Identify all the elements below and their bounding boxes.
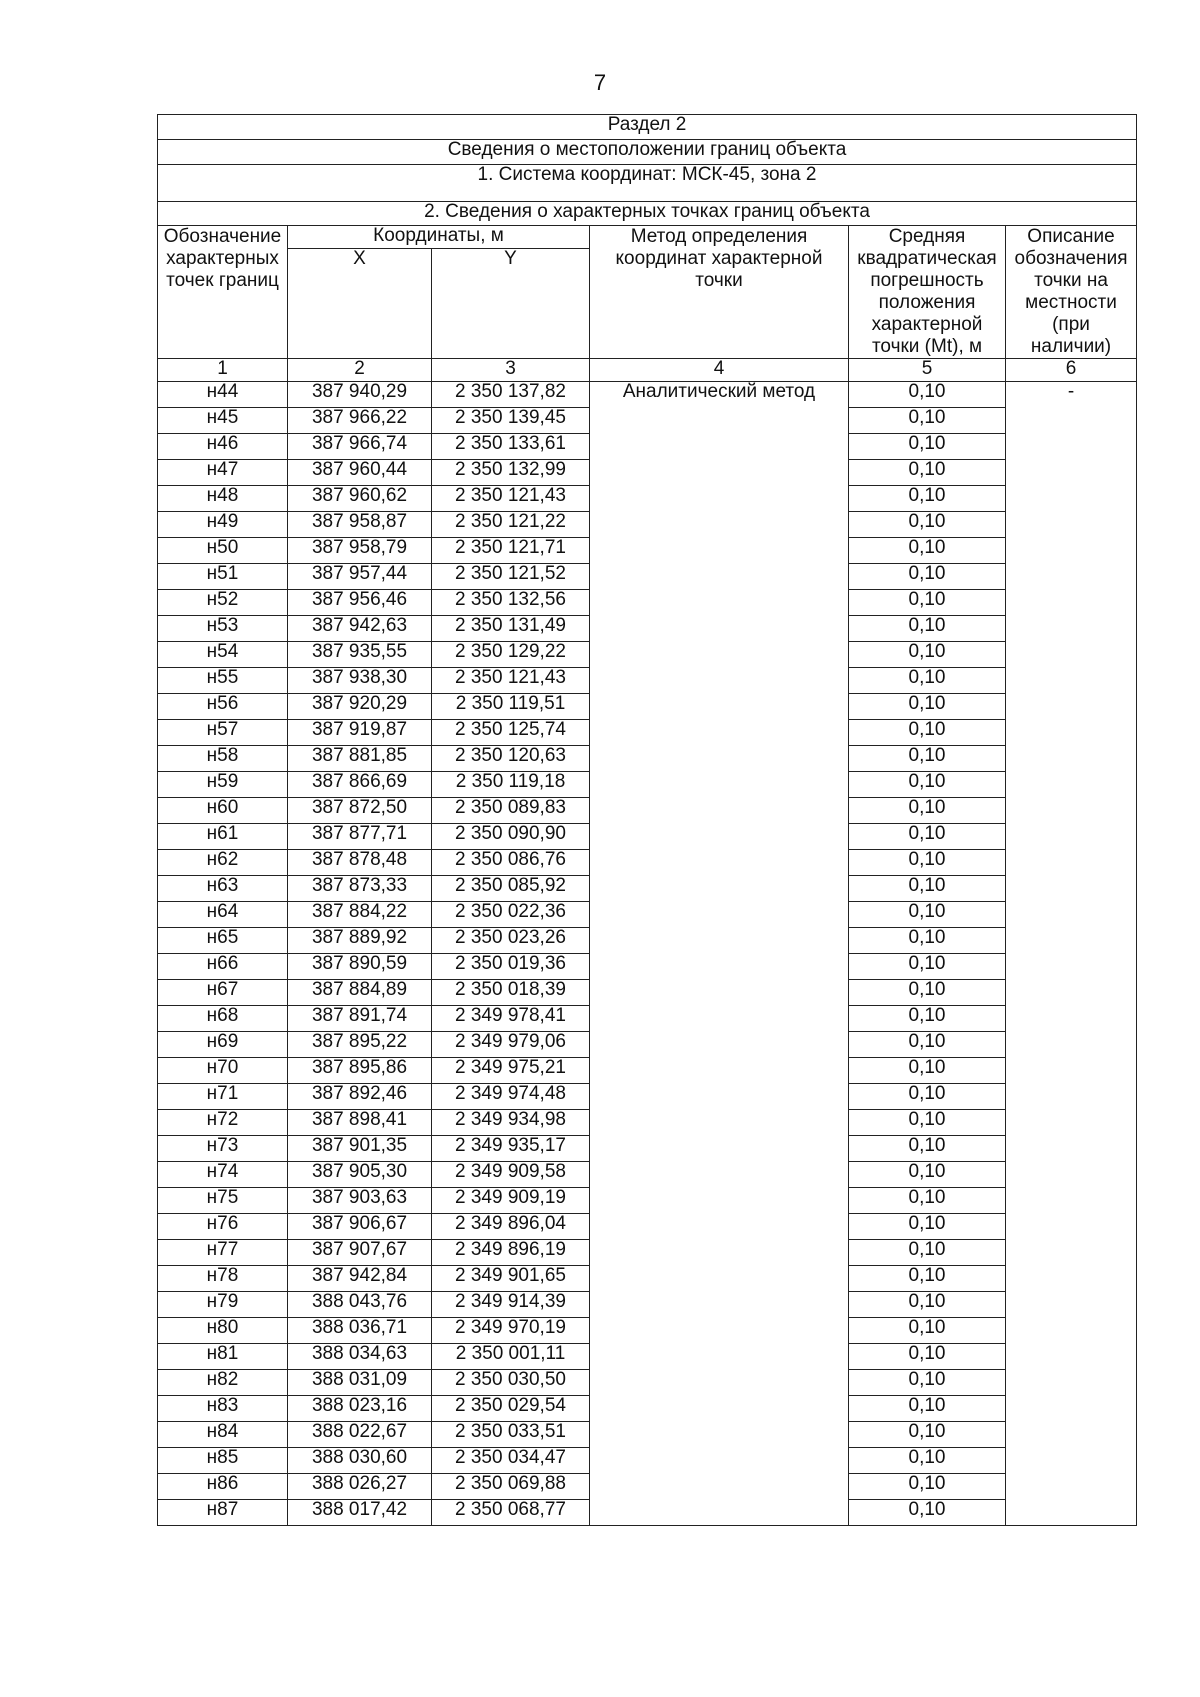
error-mt: 0,10 [849, 1162, 1006, 1188]
coord-x: 388 017,42 [288, 1500, 432, 1526]
point-id: н57 [158, 720, 288, 746]
coord-x: 387 958,87 [288, 512, 432, 538]
coord-y: 2 350 120,63 [432, 746, 590, 772]
point-id: н83 [158, 1396, 288, 1422]
header-coordinates: Координаты, м [288, 226, 590, 249]
error-mt: 0,10 [849, 512, 1006, 538]
coord-y: 2 349 934,98 [432, 1110, 590, 1136]
coord-x: 387 938,30 [288, 668, 432, 694]
header-description [1006, 226, 1137, 359]
header-method-line: точки [695, 270, 743, 291]
coord-x: 387 877,71 [288, 824, 432, 850]
coord-x: 387 919,87 [288, 720, 432, 746]
coord-y: 2 349 909,19 [432, 1188, 590, 1214]
error-mt: 0,10 [849, 538, 1006, 564]
coord-x: 387 895,86 [288, 1058, 432, 1084]
point-id: н51 [158, 564, 288, 590]
coord-x: 387 884,89 [288, 980, 432, 1006]
error-mt: 0,10 [849, 1448, 1006, 1474]
coord-y: 2 350 034,47 [432, 1448, 590, 1474]
point-id: н65 [158, 928, 288, 954]
error-mt: 0,10 [849, 954, 1006, 980]
coord-x: 387 892,46 [288, 1084, 432, 1110]
error-mt: 0,10 [849, 1396, 1006, 1422]
coord-y: 2 350 089,83 [432, 798, 590, 824]
error-mt: 0,10 [849, 564, 1006, 590]
coord-y: 2 350 139,45 [432, 408, 590, 434]
error-mt: 0,10 [849, 1266, 1006, 1292]
point-id: н55 [158, 668, 288, 694]
section-title: Раздел 2 [158, 115, 1137, 140]
coord-y: 2 349 975,21 [432, 1058, 590, 1084]
header-method-line: координат характерной [615, 248, 823, 269]
error-mt: 0,10 [849, 1292, 1006, 1318]
boundary-points-table [157, 114, 1137, 1526]
error-mt: 0,10 [849, 408, 1006, 434]
point-id: н58 [158, 746, 288, 772]
error-mt: 0,10 [849, 642, 1006, 668]
point-id: н80 [158, 1318, 288, 1344]
error-mt: 0,10 [849, 486, 1006, 512]
coord-x: 388 023,16 [288, 1396, 432, 1422]
method-cell: Аналитический метод [590, 382, 849, 1526]
coord-x: 387 872,50 [288, 798, 432, 824]
coord-x: 388 031,09 [288, 1370, 432, 1396]
error-mt: 0,10 [849, 1500, 1006, 1526]
table-row [158, 382, 1137, 408]
error-mt: 0,10 [849, 1058, 1006, 1084]
header-description-line: наличии) [1030, 336, 1112, 357]
error-mt: 0,10 [849, 668, 1006, 694]
coord-y: 2 350 030,50 [432, 1370, 590, 1396]
header-description-line: обозначения [1014, 248, 1128, 269]
coord-x: 387 942,84 [288, 1266, 432, 1292]
coord-y: 2 350 068,77 [432, 1500, 590, 1526]
error-mt: 0,10 [849, 746, 1006, 772]
error-mt: 0,10 [849, 720, 1006, 746]
coord-x: 388 036,71 [288, 1318, 432, 1344]
coord-y: 2 349 978,41 [432, 1006, 590, 1032]
point-id: н78 [158, 1266, 288, 1292]
point-id: н85 [158, 1448, 288, 1474]
column-number: 4 [590, 359, 849, 382]
header-description-line: точки на [1034, 270, 1108, 291]
error-mt: 0,10 [849, 1240, 1006, 1266]
error-mt: 0,10 [849, 824, 1006, 850]
coordinate-system: 1. Система координат: МСК-45, зона 2 [158, 165, 1137, 202]
error-mt: 0,10 [849, 434, 1006, 460]
header-error-line: Средняя [888, 226, 966, 247]
column-number: 1 [158, 359, 288, 382]
coord-y: 2 350 119,51 [432, 694, 590, 720]
coord-y: 2 350 121,52 [432, 564, 590, 590]
header-error-line: точки (Mt), м [871, 336, 983, 357]
coord-x: 387 891,74 [288, 1006, 432, 1032]
coord-y: 2 349 935,17 [432, 1136, 590, 1162]
coord-y: 2 350 137,82 [432, 382, 590, 408]
header-method-line: Метод определения [630, 226, 808, 247]
coord-x: 388 030,60 [288, 1448, 432, 1474]
point-id: н61 [158, 824, 288, 850]
coord-x: 387 942,63 [288, 616, 432, 642]
point-id: н48 [158, 486, 288, 512]
header-designation-line: характерных [166, 248, 279, 269]
point-id: н60 [158, 798, 288, 824]
coord-y: 2 350 132,56 [432, 590, 590, 616]
header-error-line: характерной [871, 314, 983, 335]
point-id: н62 [158, 850, 288, 876]
point-id: н71 [158, 1084, 288, 1110]
point-id: н68 [158, 1006, 288, 1032]
error-mt: 0,10 [849, 902, 1006, 928]
column-number: 3 [432, 359, 590, 382]
header-error-line: квадратическая [857, 248, 997, 269]
coord-x: 387 966,74 [288, 434, 432, 460]
point-id: н75 [158, 1188, 288, 1214]
coord-y: 2 349 901,65 [432, 1266, 590, 1292]
error-mt: 0,10 [849, 772, 1006, 798]
coord-y: 2 350 121,71 [432, 538, 590, 564]
coord-x: 387 890,59 [288, 954, 432, 980]
point-id: н82 [158, 1370, 288, 1396]
coord-y: 2 350 085,92 [432, 876, 590, 902]
point-id: н87 [158, 1500, 288, 1526]
error-mt: 0,10 [849, 980, 1006, 1006]
point-id: н77 [158, 1240, 288, 1266]
coord-y: 2 350 033,51 [432, 1422, 590, 1448]
point-id: н64 [158, 902, 288, 928]
coord-y: 2 350 069,88 [432, 1474, 590, 1500]
point-id: н73 [158, 1136, 288, 1162]
coord-y: 2 350 022,36 [432, 902, 590, 928]
description-cell: - [1006, 382, 1137, 1526]
coord-x: 387 958,79 [288, 538, 432, 564]
coord-y: 2 349 909,58 [432, 1162, 590, 1188]
error-mt: 0,10 [849, 1422, 1006, 1448]
point-id: н52 [158, 590, 288, 616]
points-title: 2. Сведения о характерных точках границ объекта [158, 202, 1137, 226]
header-error-line: положения [878, 292, 976, 313]
error-mt: 0,10 [849, 1006, 1006, 1032]
point-id: н44 [158, 382, 288, 408]
coord-y: 2 350 001,11 [432, 1344, 590, 1370]
error-mt: 0,10 [849, 1344, 1006, 1370]
coord-x: 387 956,46 [288, 590, 432, 616]
coord-y: 2 350 121,43 [432, 668, 590, 694]
coord-x: 387 957,44 [288, 564, 432, 590]
error-mt: 0,10 [849, 1084, 1006, 1110]
point-id: н66 [158, 954, 288, 980]
error-mt: 0,10 [849, 1214, 1006, 1240]
coord-y: 2 349 896,19 [432, 1240, 590, 1266]
coord-y: 2 350 019,36 [432, 954, 590, 980]
coord-y: 2 350 018,39 [432, 980, 590, 1006]
coord-x: 387 905,30 [288, 1162, 432, 1188]
error-mt: 0,10 [849, 1188, 1006, 1214]
error-mt: 0,10 [849, 1110, 1006, 1136]
error-mt: 0,10 [849, 694, 1006, 720]
error-mt: 0,10 [849, 460, 1006, 486]
header-description-line: местности [1025, 292, 1117, 313]
point-id: н69 [158, 1032, 288, 1058]
coord-y: 2 350 023,26 [432, 928, 590, 954]
point-id: н50 [158, 538, 288, 564]
coord-y: 2 349 914,39 [432, 1292, 590, 1318]
coord-x: 387 889,92 [288, 928, 432, 954]
coord-x: 388 022,67 [288, 1422, 432, 1448]
error-mt: 0,10 [849, 382, 1006, 408]
coord-x: 388 034,63 [288, 1344, 432, 1370]
error-mt: 0,10 [849, 928, 1006, 954]
column-number: 2 [288, 359, 432, 382]
coord-x: 387 960,44 [288, 460, 432, 486]
coord-x: 387 884,22 [288, 902, 432, 928]
point-id: н74 [158, 1162, 288, 1188]
coord-x: 387 940,29 [288, 382, 432, 408]
coord-x: 387 906,67 [288, 1214, 432, 1240]
point-id: н70 [158, 1058, 288, 1084]
point-id: н54 [158, 642, 288, 668]
point-id: н59 [158, 772, 288, 798]
column-number: 5 [849, 359, 1006, 382]
header-x: X [288, 249, 432, 359]
coord-x: 387 881,85 [288, 746, 432, 772]
coord-x: 387 866,69 [288, 772, 432, 798]
coord-x: 387 878,48 [288, 850, 432, 876]
coord-y: 2 350 086,76 [432, 850, 590, 876]
coord-y: 2 350 133,61 [432, 434, 590, 460]
header-designation [158, 226, 288, 359]
point-id: н49 [158, 512, 288, 538]
coord-x: 387 966,22 [288, 408, 432, 434]
error-mt: 0,10 [849, 1318, 1006, 1344]
coord-x: 387 920,29 [288, 694, 432, 720]
error-mt: 0,10 [849, 590, 1006, 616]
point-id: н76 [158, 1214, 288, 1240]
header-method [590, 226, 849, 359]
error-mt: 0,10 [849, 616, 1006, 642]
section-subtitle: Сведения о местоположении границ объекта [158, 140, 1137, 165]
point-id: н45 [158, 408, 288, 434]
coord-y: 2 350 029,54 [432, 1396, 590, 1422]
coord-y: 2 349 974,48 [432, 1084, 590, 1110]
coord-y: 2 350 090,90 [432, 824, 590, 850]
coord-x: 387 935,55 [288, 642, 432, 668]
error-mt: 0,10 [849, 850, 1006, 876]
header-designation-line: Обозначение [163, 226, 282, 247]
point-id: н81 [158, 1344, 288, 1370]
header-description-line: Описание [1027, 226, 1115, 247]
coord-y: 2 349 979,06 [432, 1032, 590, 1058]
error-mt: 0,10 [849, 1032, 1006, 1058]
coord-x: 387 898,41 [288, 1110, 432, 1136]
coord-y: 2 350 121,43 [432, 486, 590, 512]
coord-x: 387 960,62 [288, 486, 432, 512]
point-id: н84 [158, 1422, 288, 1448]
column-number: 6 [1006, 359, 1137, 382]
point-id: н47 [158, 460, 288, 486]
coord-x: 387 873,33 [288, 876, 432, 902]
error-mt: 0,10 [849, 1474, 1006, 1500]
coord-x: 388 043,76 [288, 1292, 432, 1318]
coord-y: 2 350 131,49 [432, 616, 590, 642]
point-id: н86 [158, 1474, 288, 1500]
coord-y: 2 350 129,22 [432, 642, 590, 668]
point-id: н46 [158, 434, 288, 460]
point-id: н56 [158, 694, 288, 720]
header-designation-line: точек границ [166, 270, 279, 291]
coord-y: 2 349 970,19 [432, 1318, 590, 1344]
point-id: н79 [158, 1292, 288, 1318]
header-error-line: погрешность [870, 270, 984, 291]
coord-x: 387 895,22 [288, 1032, 432, 1058]
coord-x: 388 026,27 [288, 1474, 432, 1500]
coord-y: 2 350 132,99 [432, 460, 590, 486]
header-y: Y [432, 249, 590, 359]
error-mt: 0,10 [849, 1370, 1006, 1396]
point-id: н72 [158, 1110, 288, 1136]
coord-y: 2 350 125,74 [432, 720, 590, 746]
page-number: 7 [593, 70, 607, 95]
coord-y: 2 349 896,04 [432, 1214, 590, 1240]
point-id: н63 [158, 876, 288, 902]
error-mt: 0,10 [849, 876, 1006, 902]
coord-x: 387 903,63 [288, 1188, 432, 1214]
header-error [849, 226, 1006, 359]
coord-y: 2 350 121,22 [432, 512, 590, 538]
point-id: н53 [158, 616, 288, 642]
coord-x: 387 907,67 [288, 1240, 432, 1266]
error-mt: 0,10 [849, 1136, 1006, 1162]
coord-y: 2 350 119,18 [432, 772, 590, 798]
header-description-line: (при [1052, 314, 1090, 335]
point-id: н67 [158, 980, 288, 1006]
error-mt: 0,10 [849, 798, 1006, 824]
coord-x: 387 901,35 [288, 1136, 432, 1162]
